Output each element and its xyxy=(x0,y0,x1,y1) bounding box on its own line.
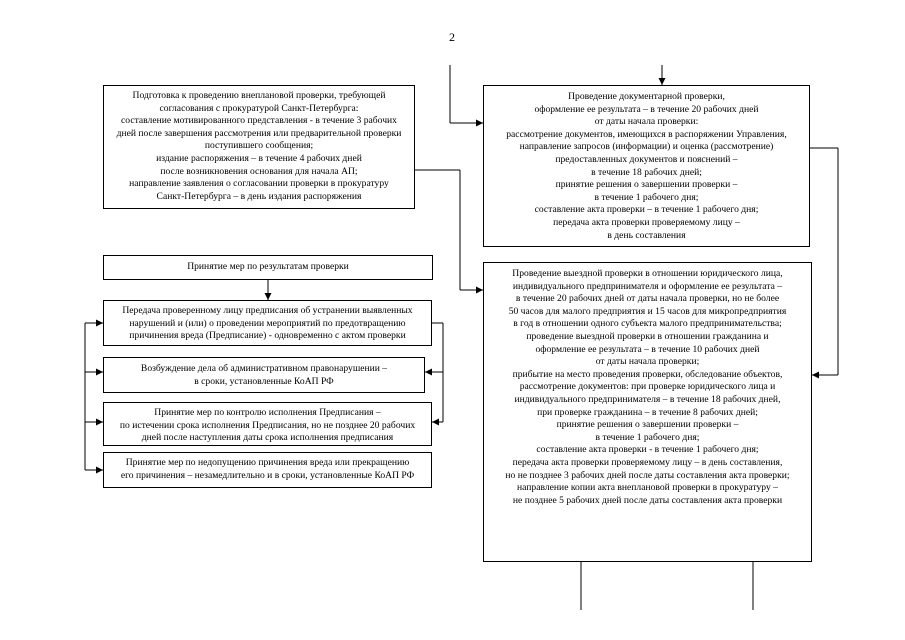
text-line: в течение 1 рабочего дня; xyxy=(594,191,699,203)
text-line: составление акта проверки – в течение 1 рабочего дня; xyxy=(534,204,759,216)
text-line: передача акта проверки проверяемому лицу – xyxy=(553,216,740,228)
document-check-box xyxy=(483,85,810,247)
text-line: при проверке гражданина – в течение 8 рабочих дней; xyxy=(537,406,758,418)
text-line: дней после завершения рассмотрения или предварительной проверки xyxy=(116,127,402,139)
text-line: в день составления xyxy=(607,229,686,241)
text-line: в течение 1 рабочего дня; xyxy=(595,431,700,443)
text-line: согласования с прокуратурой Санкт-Петербурга: xyxy=(159,102,359,114)
text-line: принятие решения о завершении проверки – xyxy=(555,179,738,191)
text-line: Передача проверенному лицу предписания об устранении выявленных xyxy=(122,305,413,316)
text-line: составление акта проверки - в течение 1 рабочего дня; xyxy=(536,444,759,456)
text-line: 50 часов для малого предприятия и 15 часов для микропредприятия xyxy=(508,305,787,317)
text-line: не позднее 5 рабочих дней после даты составления акта проверки xyxy=(512,494,783,506)
text-line: поступившего сообщения; xyxy=(204,140,314,152)
text-line: в год в отношении одного субъекта малого предпринимательства; xyxy=(513,318,782,330)
text-line: в течение 18 рабочих дней; xyxy=(591,166,702,178)
text-line: его причинения – незамедлительно и в сроки, установленные КоАП РФ xyxy=(120,469,415,481)
field-check-box xyxy=(483,262,812,562)
text-line: в течение 20 рабочих дней от даты начала проверки, но не более xyxy=(515,293,780,305)
control-measures-box xyxy=(103,402,432,446)
text-line: оформление ее результата – в течение 20 рабочих дней xyxy=(534,103,759,115)
text-line: индивидуального предпринимателя – в течение 18 рабочих дней, xyxy=(514,393,781,405)
text-line: по истечении срока исполнения Предписания, но не позднее 20 рабочих xyxy=(119,419,416,431)
text-line: Подготовка к проведению внеплановой проверки, требующей xyxy=(132,90,386,101)
text-line: после возникновения основания для начала АП; xyxy=(160,165,358,177)
text-line: Принятие мер по результатам проверки xyxy=(187,261,349,272)
text-line: рассмотрение документов: при проверке юридического лица и xyxy=(519,381,776,393)
text-line: нарушений и (или) о проведении мероприятий по предотвращению xyxy=(129,317,406,329)
measures-box xyxy=(103,255,433,280)
text-line: проведение выездной проверки в отношении гражданина и xyxy=(526,330,769,342)
text-line: Санкт-Петербурга – в день издания распоряжения xyxy=(156,190,362,202)
page-number: 2 xyxy=(449,30,455,44)
text-line: составление мотивированного представления - в течение 3 рабочих xyxy=(121,115,397,127)
text-line: от даты начала проверки: xyxy=(594,116,699,128)
text-line: оформление ее результата – в течение 10 рабочих дней xyxy=(535,343,760,355)
text-line: Проведение выездной проверки в отношении юридического лица, xyxy=(512,268,783,279)
order-transfer-box xyxy=(103,300,432,346)
preparation-box xyxy=(103,85,415,209)
text-line: принятие решения о завершении проверки – xyxy=(556,419,739,431)
text-line: предоставленных документов и пояснений – xyxy=(555,153,738,165)
text-line: направление заявления о согласовании проверки в прокуратуру xyxy=(129,178,389,190)
prevention-measures-box xyxy=(103,452,432,488)
admin-case-box xyxy=(103,357,425,393)
text-line: направление запросов (информации) и оценка (рассмотрение) xyxy=(519,141,774,153)
text-line: Принятие мер по контролю исполнения Предписания – xyxy=(154,407,381,418)
text-line: от даты начала проверки; xyxy=(595,356,700,368)
text-line: в сроки, установленные КоАП РФ xyxy=(194,375,334,387)
text-line: Возбуждение дела об административном правонарушении – xyxy=(140,363,388,374)
text-line: но не позднее 3 рабочих дней после даты составления акта проверки; xyxy=(505,469,790,481)
text-line: Проведение документарной проверки, xyxy=(568,91,725,102)
text-line: причинения вреда (Предписание) - одновременно с актом проверки xyxy=(129,330,406,342)
text-line: индивидуального предпринимателя и оформление ее результата – xyxy=(512,280,783,292)
text-line: издание распоряжения – в течение 4 рабочих дней xyxy=(156,152,362,164)
text-line: дней после наступления даты срока исполнения предписания xyxy=(141,432,394,444)
text-line: рассмотрение документов, имеющихся в распоряжении Управления, xyxy=(506,128,787,140)
text-line: прибытие на место проведения проверки, обследование объектов, xyxy=(512,368,783,380)
text-line: передача акта проверки проверяемому лицу – в день составления, xyxy=(512,456,783,468)
text-line: Принятие мер по недопущению причинения вреда или прекращению xyxy=(125,457,410,468)
text-line: направление копии акта внеплановой проверки в прокуратуру – xyxy=(517,482,778,494)
